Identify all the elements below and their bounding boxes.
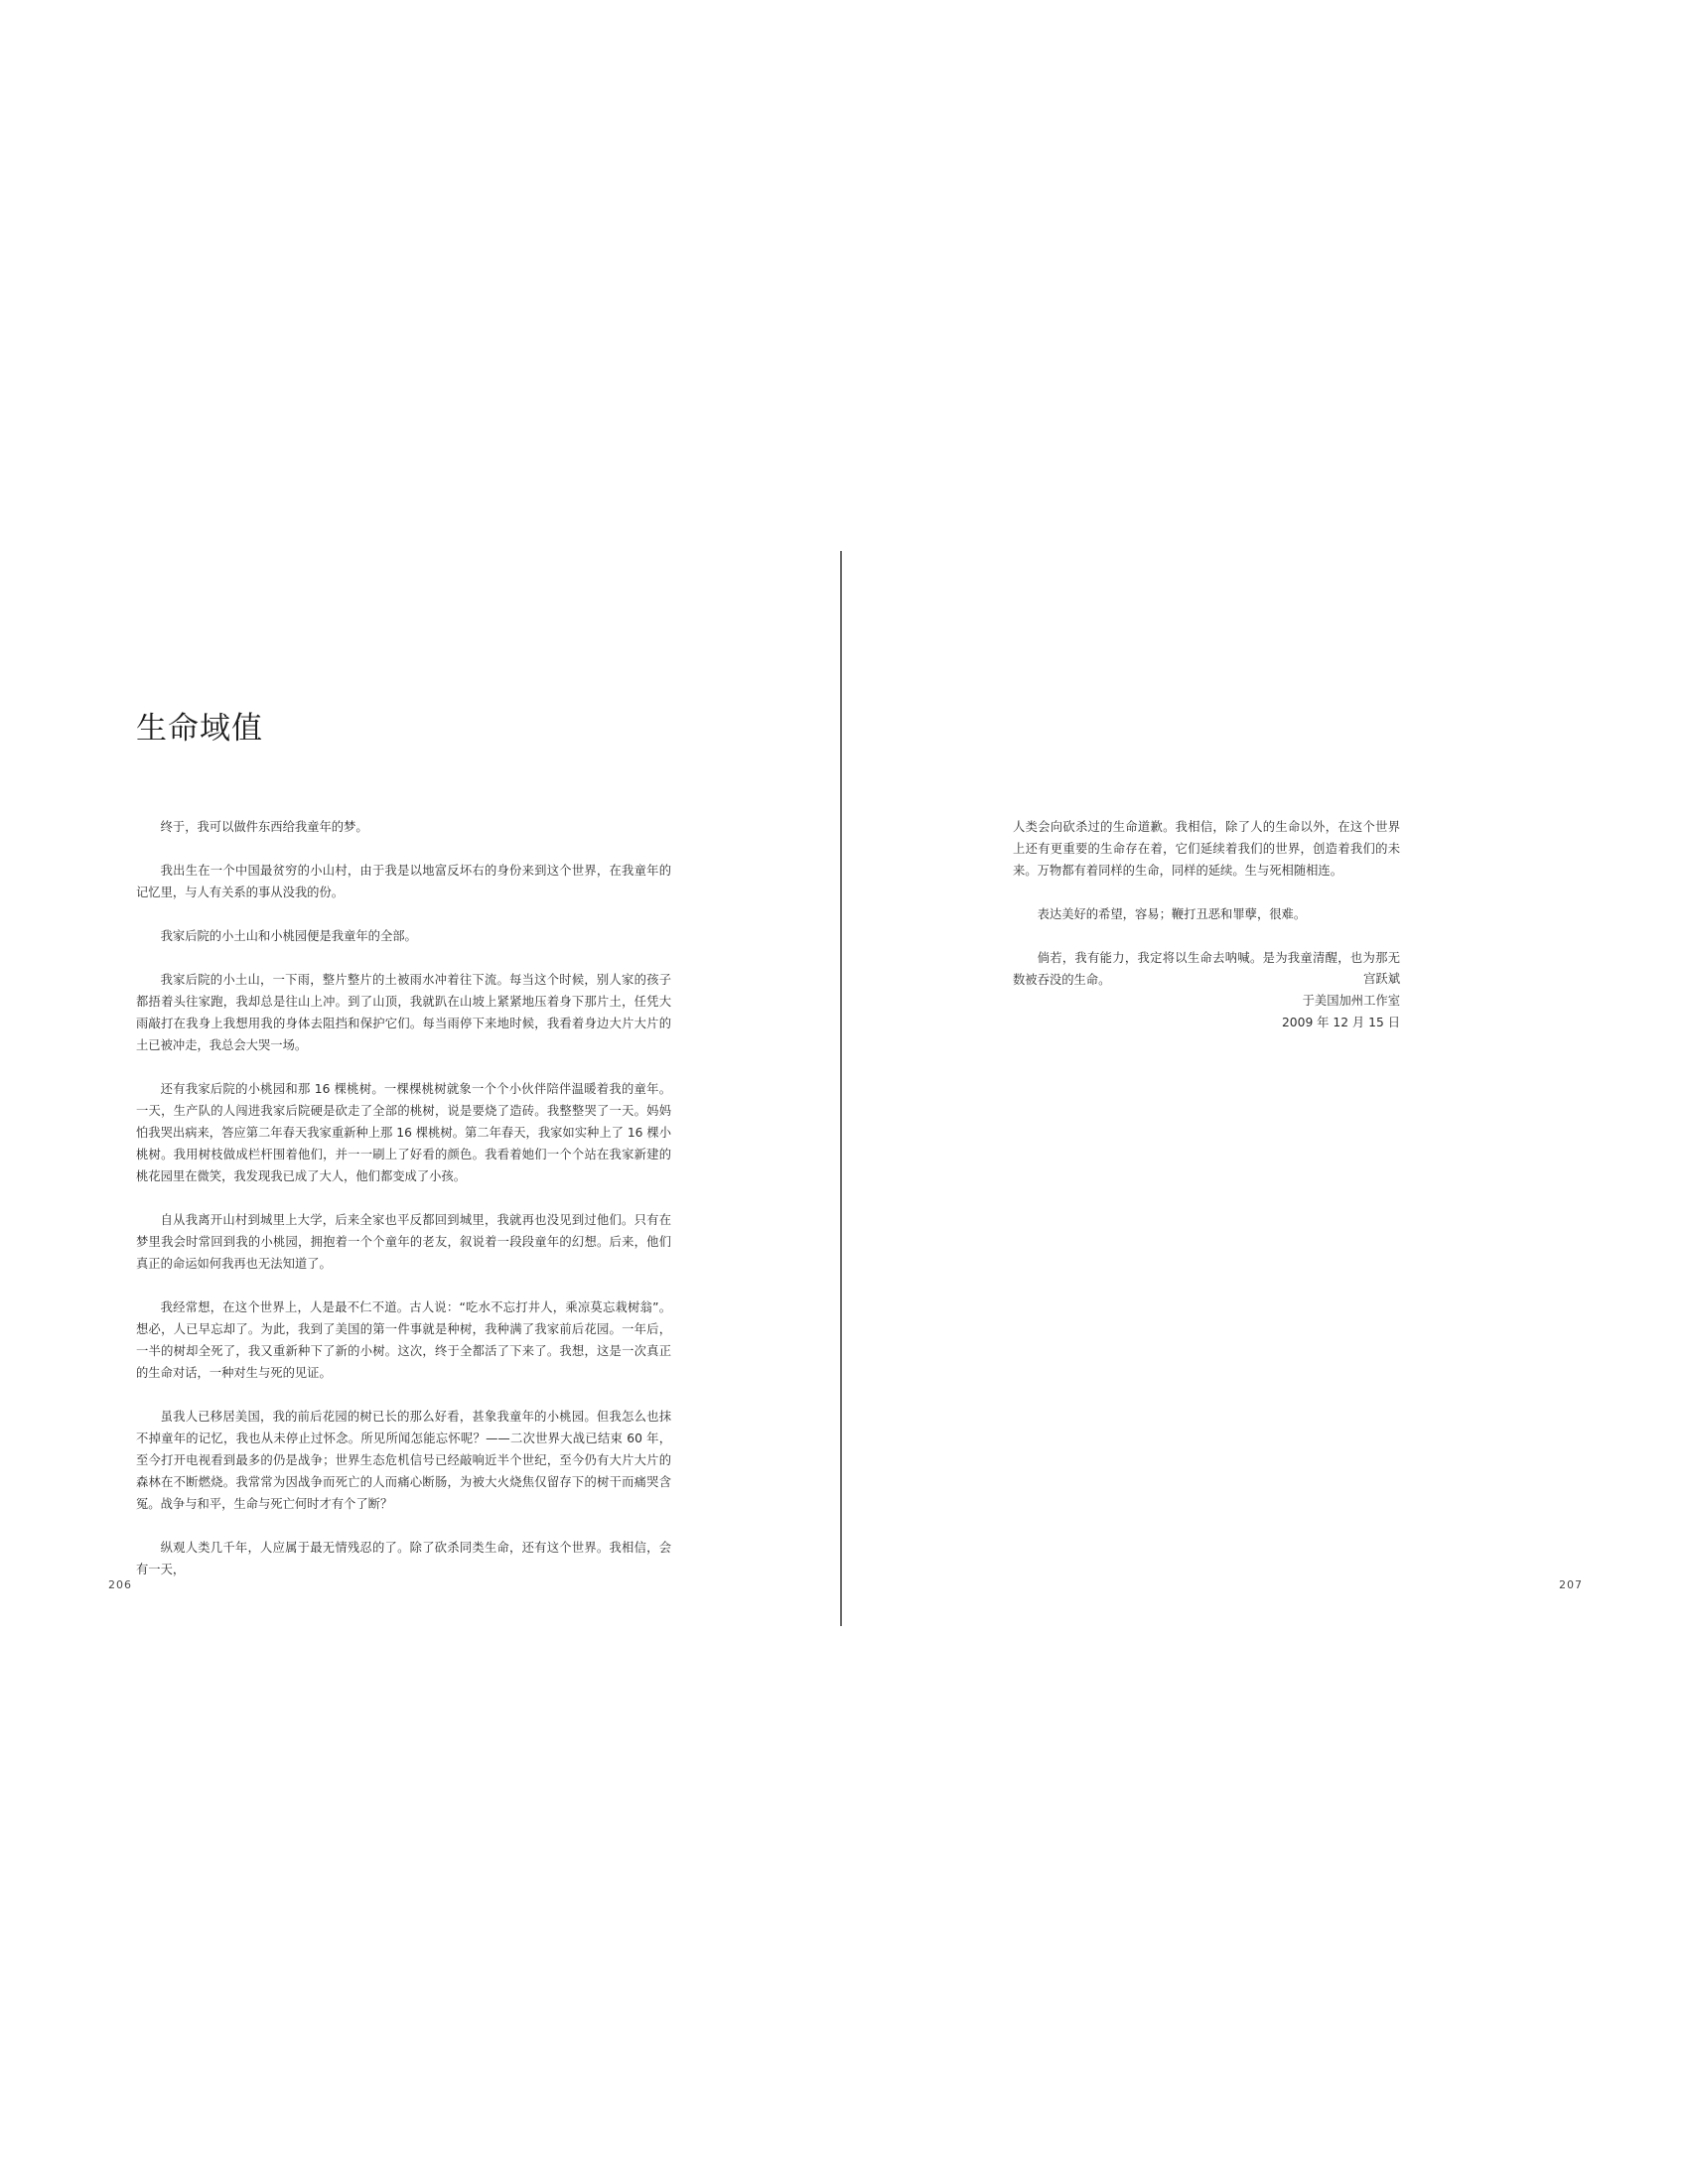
paragraph: 倘若，我有能力，我定将以生命去呐喊。是为我童清醒，也为那无数被吞没的生命。 xyxy=(1013,951,1400,987)
signature-block xyxy=(1013,968,1400,1033)
paragraph: 我家后院的小土山和小桃园便是我童年的全部。 xyxy=(160,929,417,943)
right-page xyxy=(842,0,1688,2184)
paragraph: 自从我离开山村到城里上大学，后来全家也平反都回到城里，我就再也没见到过他们。只有在梦里我会时常回到我的小桃园，拥抱着一个个童年的老友，叙说着一段段童年的幻想。后来，他们真正的命运如何我再也无法知道了。 xyxy=(136,1213,671,1271)
paragraph: 终于，我可以做件东西给我童年的梦。 xyxy=(160,820,368,834)
paragraph: 表达美好的希望，容易；鞭打丑恶和罪孽，很难。 xyxy=(1037,907,1307,921)
page-number-left: 206 xyxy=(108,1578,132,1591)
paragraph: 虽我人已移居美国，我的前后花园的树已长的那么好看，甚象我童年的小桃园。但我怎么也抹不掉童年的记忆，我也从未停止过怀念。所见所闻怎能忘怀呢？——二次世界大战已结束 60 年，至今打开电视看到最多的仍是战争；世界生态危机信号已经敲响近半个世纪，至今仍有大片大片的森林在不断燃烧。我常常为因战争而死亡的人而痛心断肠，为被大火烧焦仅留存下的树干而痛哭含冤。战争与和平，生命与死亡何时才有个了断？ xyxy=(136,1410,671,1511)
author-name: 宫跃斌 xyxy=(1363,972,1400,986)
page-number-right: 207 xyxy=(1559,1578,1583,1591)
left-page xyxy=(0,0,840,2184)
author-date: 2009 年 12 月 15 日 xyxy=(1281,1016,1400,1029)
left-page-body xyxy=(136,816,671,1602)
paragraph: 我家后院的小土山，一下雨，整片整片的土被雨水冲着往下流。每当这个时候，别人家的孩子都捂着头往家跑，我却总是往山上冲。到了山顶，我就趴在山坡上紧紧地压着身下那片土，任凭大雨敲打在我身上我想用我的身体去阻挡和保护它们。每当雨停下来地时候，我看着身边大片大片的土已被冲走，我总会大哭一场。 xyxy=(136,973,671,1052)
paragraph: 我出生在一个中国最贫穷的小山村，由于我是以地富反坏右的身份来到这个世界，在我童年的记忆里，与人有关系的事从没我的份。 xyxy=(136,864,671,899)
paragraph-continued: 人类会向砍杀过的生命道歉。我相信，除了人的生命以外，在这个世界上还有更重要的生命存在着，它们延续着我们的世界，创造着我们的未来。万物都有着同样的生命，同样的延续。生与死相随相连。 xyxy=(1013,820,1400,878)
author-place: 于美国加州工作室 xyxy=(1302,994,1400,1008)
paragraph: 还有我家后院的小桃园和那 16 棵桃树。一棵棵桃树就象一个个小伙伴陪伴温暖着我的童年。一天，生产队的人闯进我家后院硬是砍走了全部的桃树，说是要烧了造砖。我整整哭了一天。妈妈怕我哭出病来，答应第二年春天我家重新种上那 16 棵桃树。第二年春天，我家如实种上了 16 棵小桃树。我用树枝做成栏杆围着他们，并一一刷上了好看的颜色。我看着她们一个个站在我家新建的桃花园里在微笑，我发现我已成了大人，他们都变成了小孩。 xyxy=(136,1082,671,1183)
chapter-title: 生命域值 xyxy=(136,711,263,747)
paragraph: 纵观人类几千年，人应属于最无情残忍的了。除了砍杀同类生命，还有这个世界。我相信，会有一天， xyxy=(136,1541,671,1576)
paragraph: 我经常想，在这个世界上，人是最不仁不道。古人说：“吃水不忘打井人，乘凉莫忘栽树翁”。想必，人已早忘却了。为此，我到了美国的第一件事就是种树，我种满了我家前后花园。一年后，一半的树却全死了，我又重新种下了新的小树。这次，终于全都活了下来了。我想，这是一次真正的生命对话，一种对生与死的见证。 xyxy=(136,1300,671,1380)
